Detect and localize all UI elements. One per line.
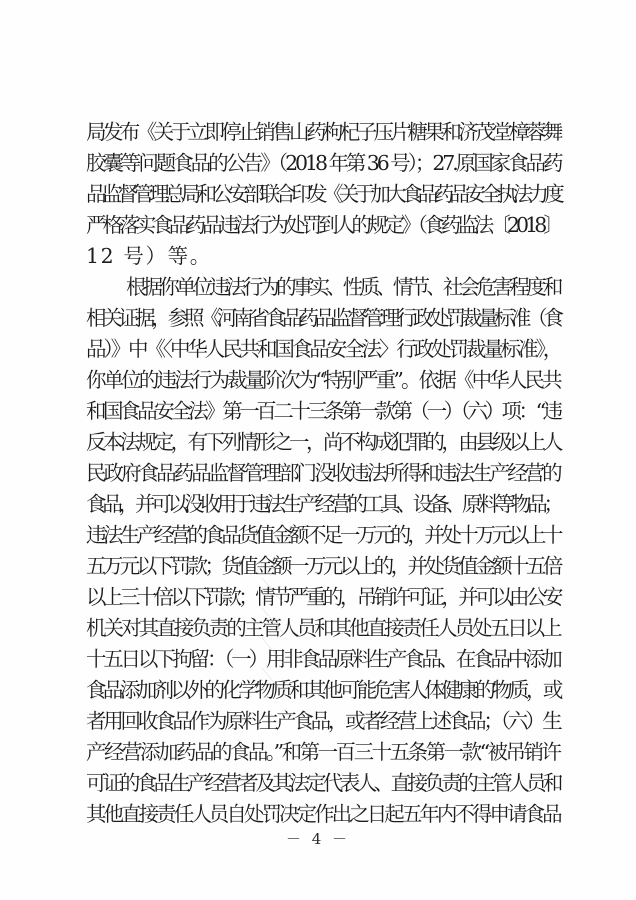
text-line: 机关对其直接负责的主管人员和其他直接责任人员处五日以上 xyxy=(86,616,560,640)
paragraph-first-line: 根据你单位违法行为的事实、性质、情节、社会危害程度和 xyxy=(126,275,560,299)
text-line: 其他直接责任人员自处罚决定作出之日起五年内不得申请食品 xyxy=(86,802,560,826)
text-line: 品）》中《〈中华人民共和国食品安全法〉行政处罚裁量标准》， xyxy=(86,337,561,361)
text-line: 民政府食品药品监督管理部门没收违法所得和违法生产经营的 xyxy=(86,461,560,485)
page-number: － 4 － xyxy=(285,830,351,848)
text-line: 违法生产经营的食品货值金额不足一万元的，并处十万元以上十 xyxy=(86,523,560,547)
faint-watermark xyxy=(258,574,288,704)
text-line: 你单位的违法行为裁量阶次为“特别严重”。依据《中华人民共 xyxy=(86,368,560,392)
text-line: 以上三十倍以下罚款；情节严重的，吊销许可证，并可以由公安 xyxy=(86,585,560,609)
text-line: 食品，并可以没收用于违法生产经营的工具、设备、原料等物品； xyxy=(86,492,560,516)
text-line: 食品添加剂以外的化学物质和其他可能危害人体健康的物质，或 xyxy=(86,678,560,702)
text-line: 品监督管理总局和公安部联合印发《关于加大食品药品安全执法力度 xyxy=(86,182,560,206)
text-line: 和国食品安全法》第一百二十三条第一款第（一）（六）项：“违 xyxy=(86,399,560,423)
text-line: 产经营添加药品的食品。”和第一百三十五条第一款“被吊销许 xyxy=(86,740,560,764)
text-line: 十五日以下拘留：（一）用非食品原料生产食品、在食品中添加 xyxy=(86,647,560,671)
text-line: 者用回收食品作为原料生产食品，或者经营上述食品；（六）生 xyxy=(86,709,560,733)
text-line: 胶囊等问题食品的公告》（2018 年第 36 号）；27.原国家食品药 xyxy=(86,151,561,175)
text-line: 可证的食品生产经营者及其法定代表人、直接负责的主管人员和 xyxy=(86,771,560,795)
text-line: 反本法规定，有下列情形之一，尚不构成犯罪的，由县级以上人 xyxy=(86,430,560,454)
text-line: 12 号）等。 xyxy=(86,244,212,268)
text-line: 局发布《关于立即停止销售山药枸杞子压片糖果和济茂堂樟蓉舞 xyxy=(86,120,560,144)
text-line: 相关证据，参照《河南省食品药品监督管理行政处罚裁量标准（食 xyxy=(86,306,560,330)
text-line: 严格落实食品药品违法行为处罚到人的规定》（食药监法〔2018〕 xyxy=(86,213,561,237)
text-line: 五万元以下罚款；货值金额一万元以上的，并处货值金额十五倍 xyxy=(86,554,560,578)
